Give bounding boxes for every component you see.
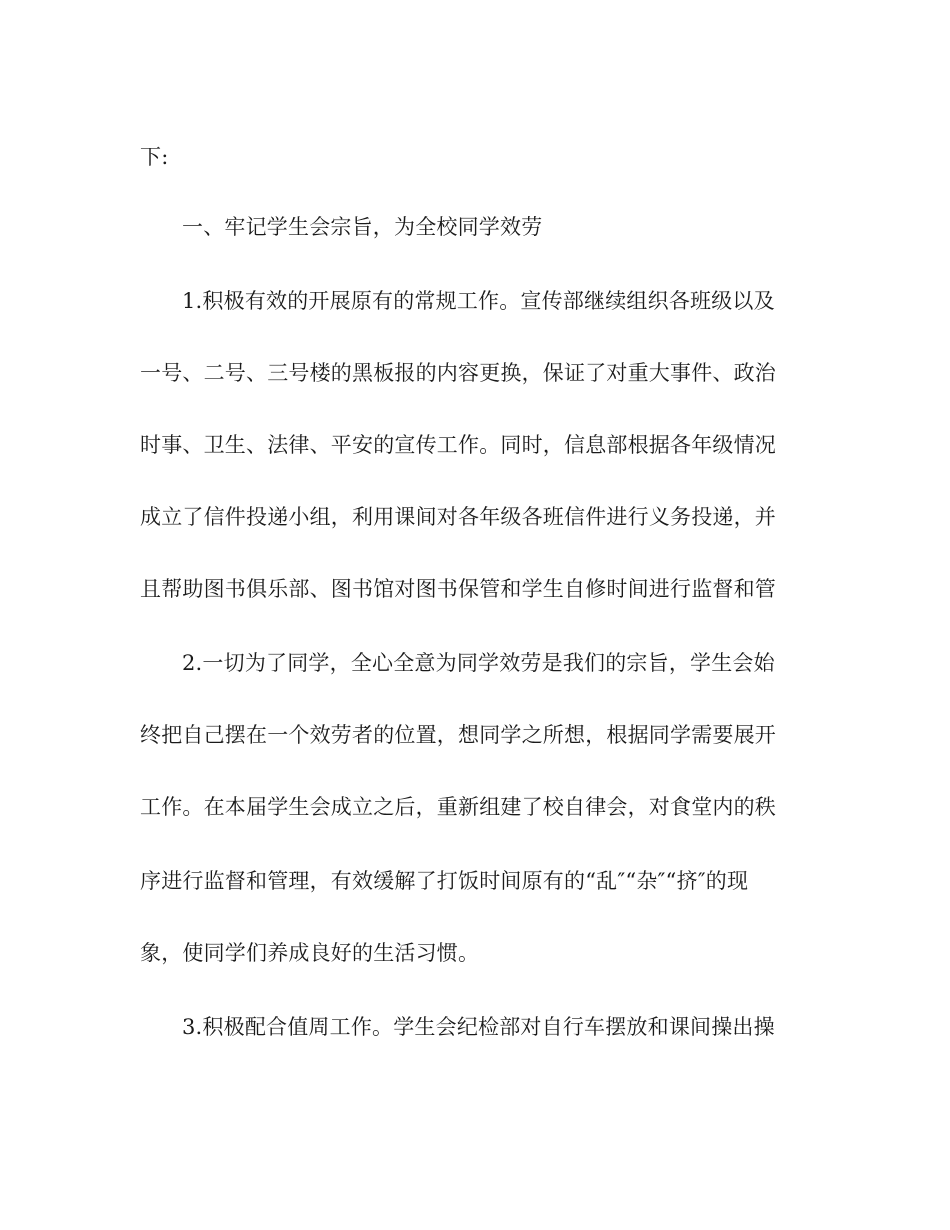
text-line: 2.一切为了同学，全心全意为同学效劳是我们的宗旨，学生会始 [182, 651, 775, 675]
text-line: 象，使同学们养成良好的生活习惯。 [140, 941, 480, 965]
text-line: 一号、二号、三号楼的黑板报的内容更换，保证了对重大事件、政治 [140, 361, 776, 385]
text-line: 且帮助图书俱乐部、图书馆对图书保管和学生自修时间进行监督和管 [140, 577, 776, 601]
text-line: 下: [140, 145, 169, 169]
text-line: 序进行监督和管理，有效缓解了打饭时间原有的“乱″“杂″“挤″的现 [140, 869, 749, 893]
text-line: 3.积极配合值周工作。学生会纪检部对自行车摆放和课间操出操 [182, 1015, 775, 1039]
text-line: 成立了信件投递小组，利用课间对各年级各班信件进行义务投递，并 [140, 505, 776, 529]
section-heading: 一、牢记学生会宗旨，为全校同学效劳 [182, 215, 543, 239]
text-line: 工作。在本届学生会成立之后，重新组建了校自律会，对食堂内的秩 [140, 795, 776, 819]
text-line: 1.积极有效的开展原有的常规工作。宣传部继续组织各班级以及 [182, 289, 775, 313]
text-line: 终把自己摆在一个效劳者的位置，想同学之所想，根据同学需要展开 [140, 723, 776, 747]
text-line: 时事、卫生、法律、平安的宣传工作。同时，信息部根据各年级情况 [140, 433, 776, 457]
